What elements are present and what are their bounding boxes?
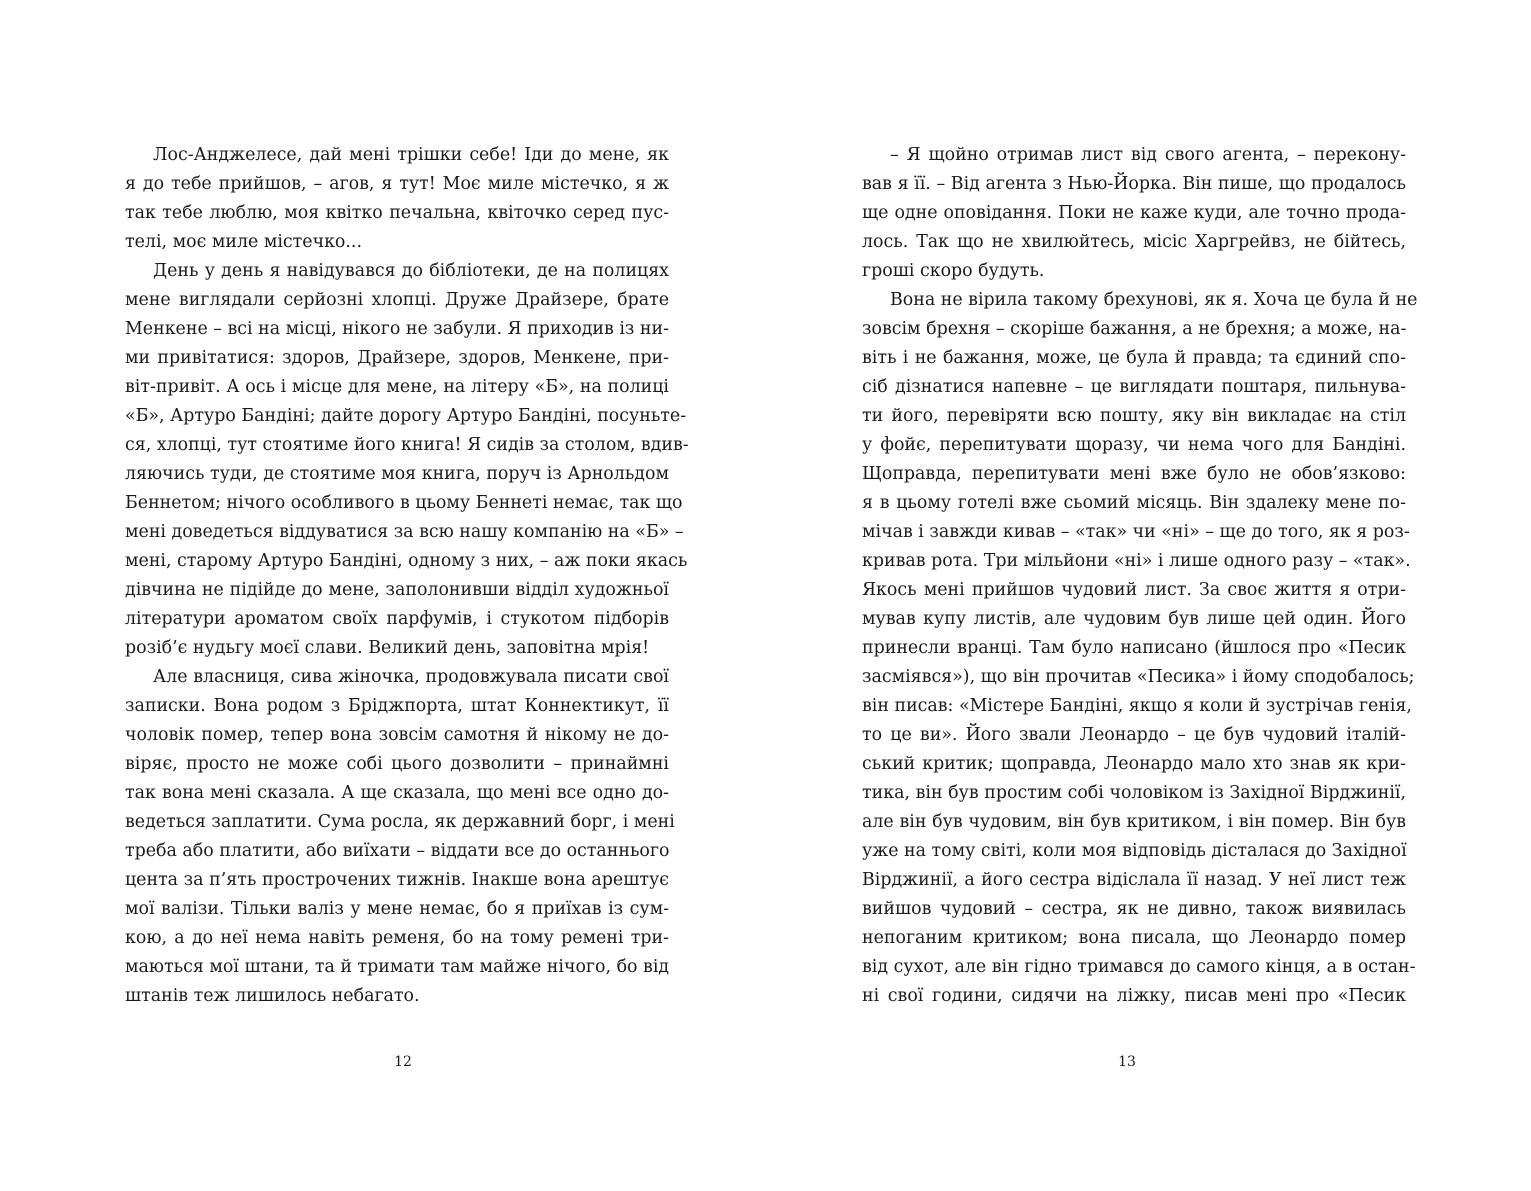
text-line: Беннетом; нічого особливого в цьому Беннеті немає, так що <box>125 493 683 513</box>
text-line: треба або платити, або виїхати – віддати все до останнього <box>125 841 670 861</box>
text-line: уже на тому світі, коли моя відповідь дісталася до Західної <box>862 841 1407 861</box>
page-number: 12 <box>394 1054 412 1070</box>
text-line: кривав рота. Три мільйони «ні» і лише одного разу – «так». <box>862 551 1411 571</box>
text-line: гроші скоро будуть. <box>862 261 1045 281</box>
text-line: він писав: «Містере Бандіні, якщо я коли й зустрічав генія, <box>862 696 1412 716</box>
text-line: кою, а до неї нема навіть ременя, бо на тому ремені три- <box>125 928 669 948</box>
text-line: мував купу листів, але чудовим був лише цей один. Його <box>862 609 1406 629</box>
text-line: засміявся»), що він прочитав «Песика» і йому сподобалось; <box>862 667 1415 687</box>
text-line: ти його, перевіряти всю пошту, яку він викладає на стіл <box>862 406 1406 426</box>
text-line: розіб’є нудьгу моєї слави. Великий день, заповітна мрія! <box>125 638 650 658</box>
text-line: але він був чудовим, він був критиком, і він помер. Він був <box>862 812 1406 832</box>
text-line: чоловік помер, тепер вона зовсім самотня й нікому не до- <box>125 725 669 745</box>
text-line: ми привітатися: здоров, Драйзере, здоров, Менкене, при- <box>125 348 669 368</box>
text-line: цента за п’ять прострочених тижнів. Інакше вона арештує <box>125 870 669 890</box>
text-line: ляючись туди, де стоятиме моя книга, поруч із Арнольдом <box>125 464 669 484</box>
text-line: непоганим критиком; вона писала, що Леонардо помер <box>862 928 1406 948</box>
text-line: «Б», Артуро Бандіні; дайте дорогу Артуро Бандіні, посуньте- <box>125 406 687 426</box>
text-line: сіб дізнатися напевне – це виглядати поштаря, пильнува- <box>862 377 1406 397</box>
text-line: від сухот, але він гідно тримався до самого кінця, а в остан- <box>862 957 1416 977</box>
text-line: так вона мені сказала. А ще сказала, що мені все одно до- <box>125 783 669 803</box>
text-line: дівчина не підійде до мене, заполонивши відділ художньої <box>125 580 669 600</box>
text-line: вав я її. – Від агента з Нью-Йорка. Він пише, що продалось <box>862 174 1406 194</box>
text-line: Менкене – всі на місці, нікого не забули. Я приходив із ни- <box>125 319 669 339</box>
text-line: віряє, просто не може собі цього дозволити – принаймні <box>125 754 669 774</box>
text-line: так тебе люблю, моя квітко печальна, квіточко серед пус- <box>125 203 669 223</box>
text-line: День у день я навідувався до бібліотеки, де на полицях <box>153 261 669 281</box>
text-line: Вірджинії, а його сестра відіслала її назад. У неї лист теж <box>862 870 1406 890</box>
text-line: лось. Так що не хвилюйтесь, місіс Харгрейвз, не бійтесь, <box>862 232 1406 252</box>
text-line: штанів теж лишилось небагато. <box>125 986 420 1006</box>
text-line: маються мої штани, та й тримати там майже нічого, бо від <box>125 957 670 977</box>
text-line: мої валізи. Тільки валіз у мене немає, бо я приїхав із сум- <box>125 899 669 919</box>
text-line: телі, моє миле містечко... <box>125 232 362 252</box>
text-line: мічав і завжди кивав – «так» чи «ні» – ще до того, як я роз- <box>862 522 1410 542</box>
text-line: Вона не вірила такому брехунові, як я. Хоча це була й не <box>890 290 1418 310</box>
text-line: ще одне оповідання. Поки не каже куди, але точно прода- <box>862 203 1406 223</box>
text-line: тика, він був простим собі чоловіком із Західної Вірджинії, <box>862 783 1406 803</box>
text-line: Якось мені прийшов чудовий лист. За своє життя я отри- <box>862 580 1406 600</box>
text-line: віт-привіт. А ось і місце для мене, на літеру «Б», на полиці <box>125 377 669 397</box>
text-line: літератури ароматом своїх парфумів, і стукотом підборів <box>125 609 669 629</box>
text-line: мені доведеться віддуватися за всю нашу компанію на «Б» – <box>125 522 684 542</box>
text-line: я до тебе прийшов, – агов, я тут! Моє миле містечко, я ж <box>125 174 669 194</box>
text-line: я в цьому готелі вже сьомий місяць. Він здалеку мене по- <box>862 493 1406 513</box>
text-line: Щоправда, перепитувати мені вже було не обов’язково: <box>862 464 1406 484</box>
text-line: Лос-Анджелесе, дай мені трішки себе! Іди до мене, як <box>153 145 669 165</box>
right-page <box>862 141 1418 1011</box>
text-line: ні свої години, сидячи на ліжку, писав мені про «Песик <box>862 986 1406 1006</box>
text-line: вийшов чудовий – сестра, як не дивно, також виявилась <box>862 899 1406 919</box>
text-line: то це ви». Його звали Леонардо – це був чудовий італій- <box>862 725 1406 745</box>
text-line: ся, хлопці, тут стоятиме його книга! Я сидів за столом, вдив- <box>125 435 689 455</box>
text-line: – Я щойно отримав лист від свого агента, – перекону- <box>890 145 1406 165</box>
text-line: ський критик; щоправда, Леонардо мало хто знав як кри- <box>862 754 1406 774</box>
text-line: Але власниця, сива жіночка, продовжувала писати свої <box>153 667 669 687</box>
text-line: записки. Вона родом з Бріджпорта, штат Коннектикут, її <box>125 696 669 716</box>
text-line: мене виглядали серйозні хлопці. Друже Драйзере, брате <box>125 290 669 310</box>
left-page <box>125 141 689 1011</box>
text-line: віть і не бажання, може, це була й правда; та єдиний спо- <box>862 348 1406 368</box>
text-line: зовсім брехня – скоріше бажання, а не брехня; а може, на- <box>862 319 1407 339</box>
text-line: ведеться заплатити. Сума росла, як державний борг, і мені <box>125 812 675 832</box>
page-number: 13 <box>1118 1054 1136 1070</box>
text-line: мені, старому Артуро Бандіні, одному з них, – аж поки якась <box>125 551 688 571</box>
text-line: принесли вранці. Там було написано (йшлося про «Песик <box>862 638 1406 658</box>
text-line: у фойє, перепитувати щоразу, чи нема чого для Бандіні. <box>862 435 1406 455</box>
